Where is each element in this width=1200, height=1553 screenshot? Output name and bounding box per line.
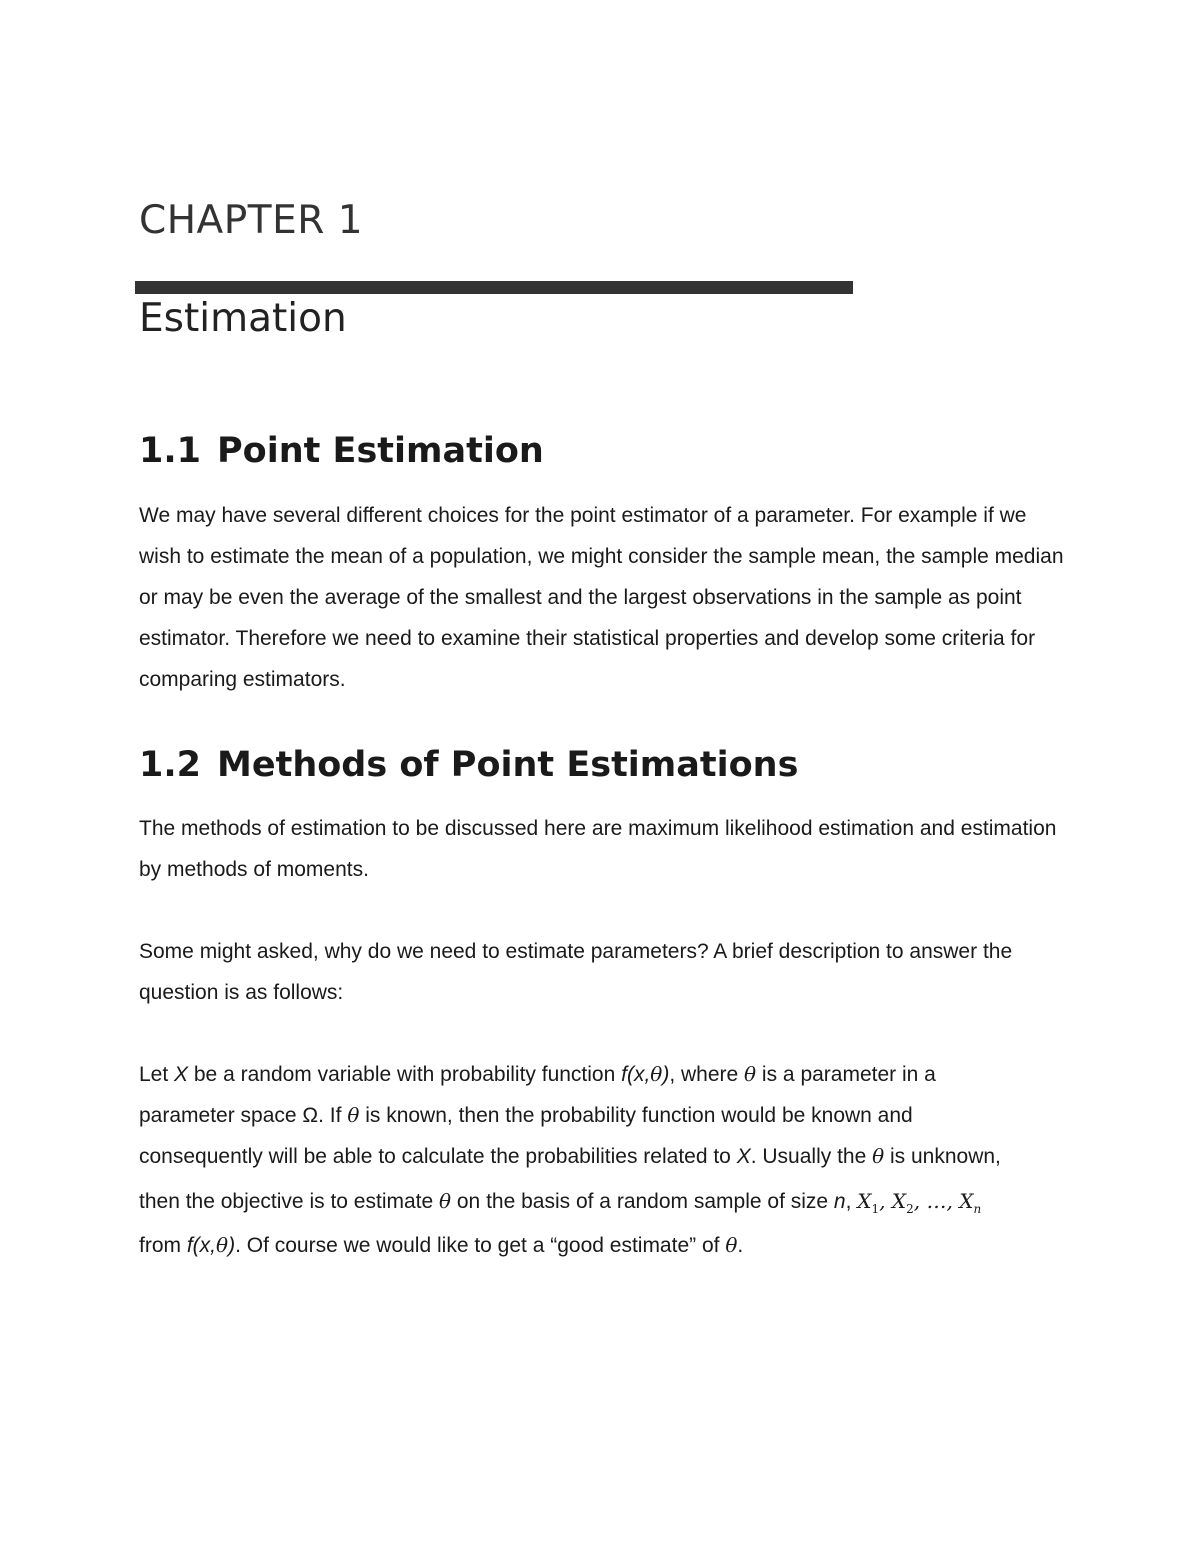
chapter-title: Estimation	[139, 296, 347, 341]
section-title: Point Estimation	[217, 431, 544, 471]
section-number: 1.1	[139, 431, 202, 471]
paragraph-line: consequently will be able to calculate the probabilities related to X. Usually the θ is unknown,	[139, 1144, 1001, 1168]
paragraph-line: Let X be a random variable with probability function f(x,θ), where θ is a parameter in a	[139, 1062, 936, 1086]
why-estimate-paragraph: Some might asked, why do we need to estimate parameters? A brief description to answer the question is as follows:	[139, 940, 1013, 1004]
point-estimation-paragraph: We may have several different choices for the point estimator of a parameter. For example if we wish to estimate the mean of a population, we might consider the sample mean, the sample median or may be even the average of the smallest and the largest observations in the sample as point estimator. Therefore we need to examine their statistical properties and develop some criteria for comparing estimators.	[139, 504, 1064, 691]
section-title: Methods of Point Estimations	[217, 745, 799, 785]
sample-sequence: $X_1$, $X_2$, …, $X_n$	[857, 1189, 982, 1216]
section-number: 1.2	[139, 745, 202, 785]
section-heading-methods	[139, 745, 798, 785]
chapter-divider	[135, 281, 853, 294]
section-heading-point-estimation	[139, 431, 544, 471]
random-variable-paragraph	[139, 1054, 1069, 1266]
methods-paragraph: The methods of estimation to be discussed here are maximum likelihood estimation and estimation by methods of moments.	[139, 817, 1057, 881]
paragraph-line: from f(x,θ). Of course we would like to get a “good estimate” of θ.	[139, 1233, 744, 1257]
chapter-label: CHAPTER 1	[139, 198, 364, 243]
paragraph-line: then the objective is to estimate θ on the basis of a random sample of size n, $X_1$, $X_2$, …, $X_n$	[139, 1189, 982, 1216]
paragraph-line: parameter space Ω. If θ is known, then the probability function would be known and	[139, 1103, 913, 1127]
